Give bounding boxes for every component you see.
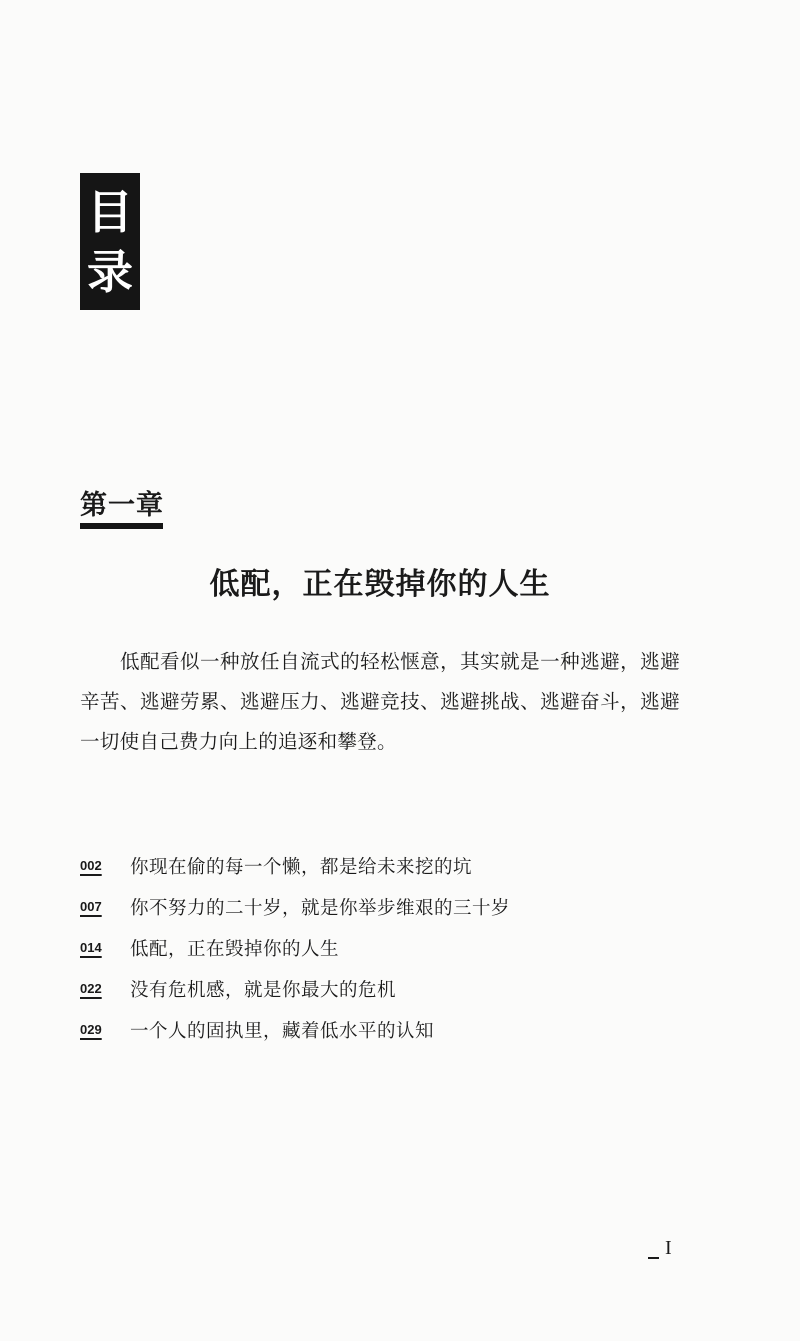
toc-heading-block [80, 173, 140, 310]
toc-entry[interactable] [80, 927, 510, 968]
toc-heading-char-1: 目 [87, 184, 133, 239]
toc-entry[interactable] [80, 845, 510, 886]
toc-page-number: 014 [80, 940, 102, 955]
toc-entry[interactable] [80, 1009, 510, 1050]
toc-entry-title: 你现在偷的每一个懒，都是给未来挖的坑 [130, 856, 473, 878]
toc-page-number: 007 [80, 899, 102, 914]
toc-entry[interactable] [80, 886, 510, 927]
toc-entry-title: 低配，正在毁掉你的人生 [130, 938, 340, 960]
toc-list [80, 845, 510, 1050]
chapter-label: 第一章 [80, 490, 164, 521]
toc-entry-title: 你不努力的二十岁，就是你举步维艰的三十岁 [130, 897, 511, 919]
folio-number: I [665, 1237, 672, 1259]
chapter-title: 低配，正在毁掉你的人生 [209, 567, 551, 602]
toc-entry[interactable] [80, 968, 510, 1009]
toc-heading-char-2: 录 [87, 244, 133, 299]
toc-entry-title: 没有危机感，就是你最大的危机 [130, 979, 397, 1001]
page-folio [648, 1236, 672, 1260]
chapter-underline [80, 523, 163, 529]
toc-page-number: 029 [80, 1022, 102, 1037]
folio-dash [648, 1257, 659, 1259]
toc-page-number: 022 [80, 981, 102, 996]
toc-page-number: 002 [80, 858, 102, 873]
chapter-intro: 低配看似一种放任自流式的轻松惬意，其实就是一种逃避，逃避辛苦、逃避劳累、逃避压力、逃避竞技、逃避挑战、逃避奋斗，逃避一切使自己费力向上的追逐和攀登。 [80, 650, 680, 753]
toc-entry-title: 一个人的固执里，藏着低水平的认知 [130, 1020, 435, 1042]
